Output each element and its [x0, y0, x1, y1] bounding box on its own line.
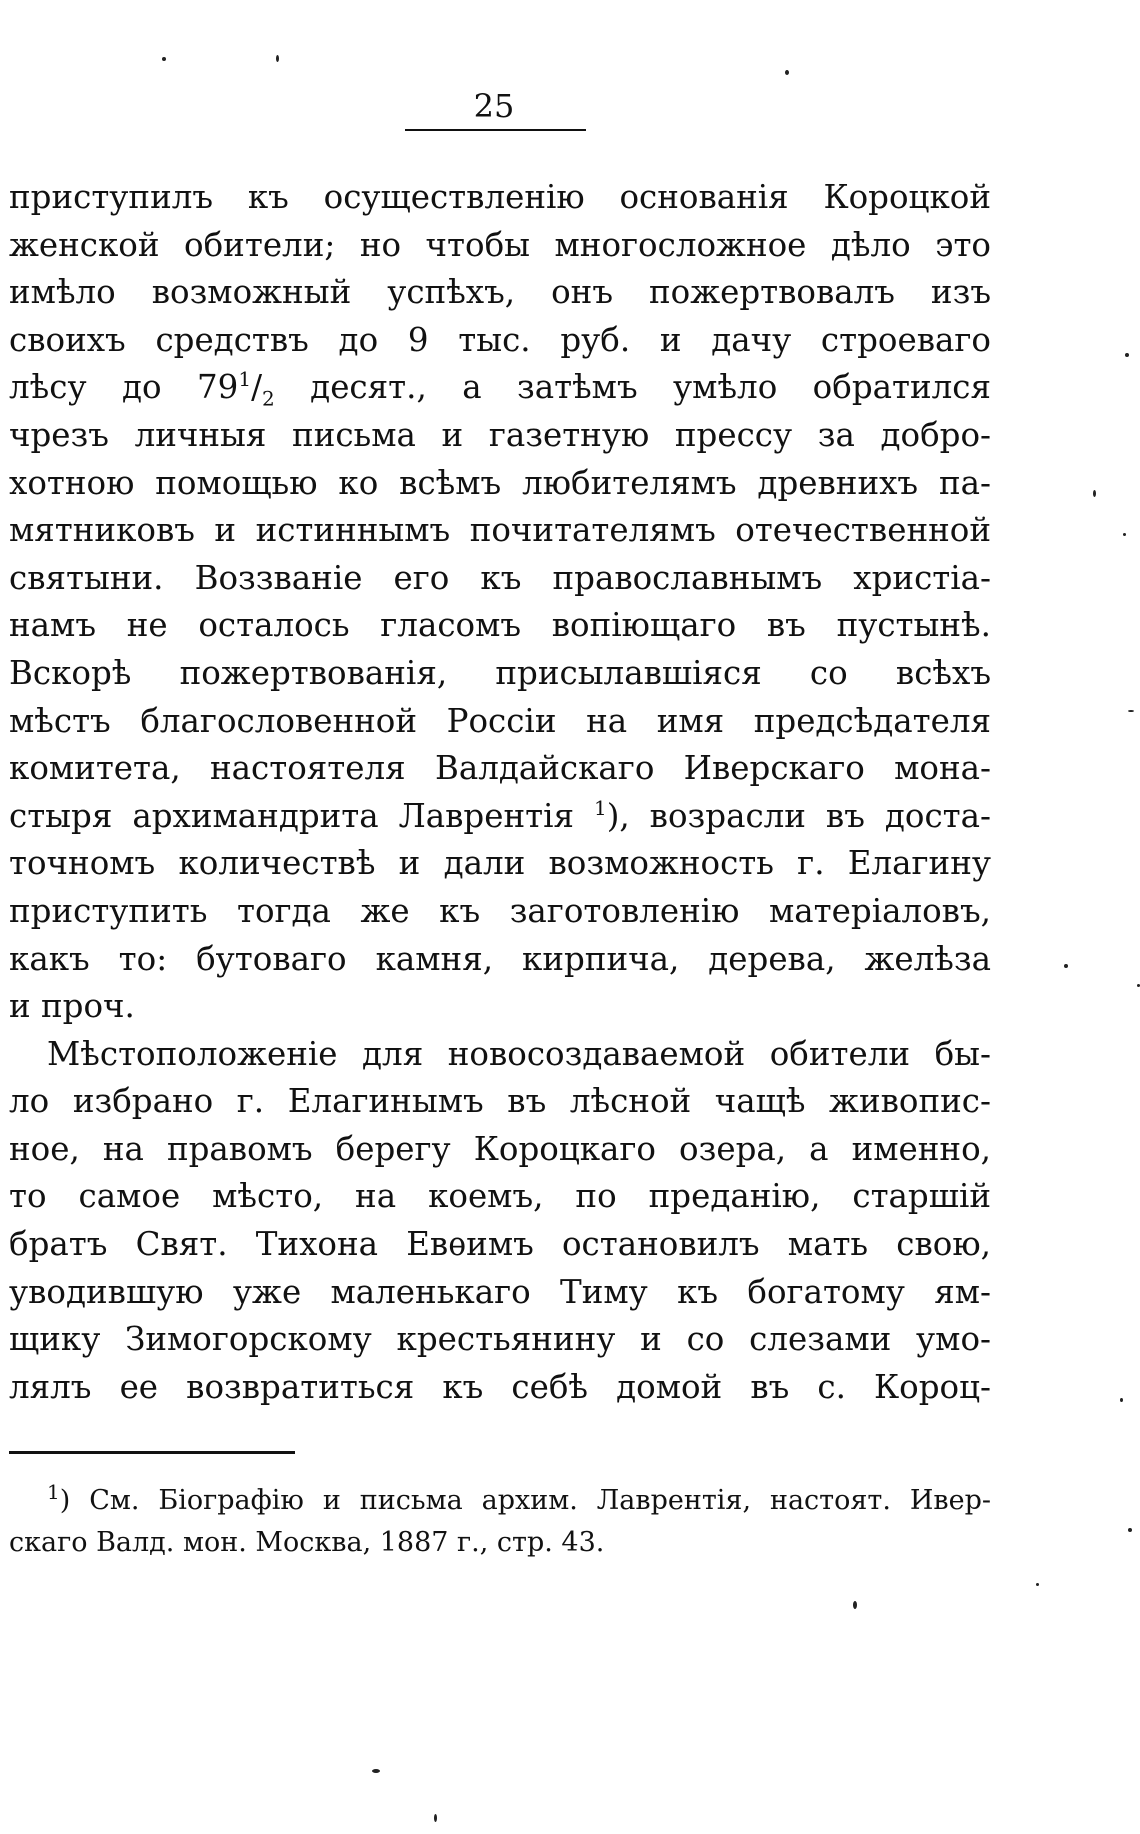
footnote-ref[interactable]: 1 — [593, 795, 607, 820]
footnote-rule — [9, 1451, 295, 1454]
footnote-marker: 1 — [47, 1480, 60, 1504]
text-line: чрезъ личныя письма и газетную прессу за добро- — [9, 415, 991, 454]
text-line: Вскорѣ пожертвованія, присылавшіяся со всѣхъ — [9, 653, 991, 692]
scan-speck — [372, 1769, 380, 1773]
text-fragment: лѣсу до 79 — [9, 368, 239, 407]
text-fragment: ), возрасли въ доста- — [606, 796, 991, 835]
page-number-rule — [405, 129, 586, 131]
scan-speck — [162, 57, 166, 61]
text-line: мѣстъ благословенной Россіи на имя предсѣдателя — [9, 701, 991, 740]
scan-speck — [1093, 490, 1096, 497]
text-line: святыни. Воззваніе его къ православнымъ христіа- — [9, 558, 991, 597]
fraction-denominator: 2 — [262, 386, 275, 411]
text-line: комитета, настоятеля Валдайскаго Иверскаго мона- — [9, 749, 991, 788]
text-line: братъ Свят. Тихона Евѳимъ остановилъ мать свою, — [9, 1225, 991, 1264]
text-fragment: десят., а затѣмъ умѣло обратился — [274, 368, 991, 407]
page-number: 25 — [473, 87, 515, 125]
footnote — [9, 1480, 991, 1564]
scan-speck — [1128, 710, 1134, 712]
text-line: то самое мѣсто, на коемъ, по преданію, старшій — [9, 1177, 991, 1216]
scan-speck — [1123, 533, 1126, 536]
footnote-line: скаго Валд. мон. Москва, 1887 г., стр. 43. — [9, 1527, 605, 1558]
text-line: уводившую уже маленькаго Тиму къ богатому ям- — [9, 1272, 991, 1311]
text-line — [9, 793, 991, 841]
footnote-line — [9, 1480, 991, 1522]
text-line: приступилъ къ осуществленію основанія Короцкой — [9, 178, 991, 216]
scan-speck — [1064, 964, 1068, 968]
text-line: какъ то: бутоваго камня, кирпича, дерева, желѣза — [9, 939, 991, 978]
text-line: ное, на правомъ берегу Короцкаго озера, а именно, — [9, 1129, 991, 1168]
paragraph-start-line: Мѣстоположеніе для новосоздаваемой обители бы- — [47, 1034, 991, 1073]
scan-speck — [853, 1601, 857, 1609]
text-fragment: ) См. Біографію и письма архим. Лаврентія, настоят. Ивер- — [59, 1485, 991, 1516]
text-line: мятниковъ и истиннымъ почитателямъ отечественной — [9, 511, 991, 550]
scan-speck — [1120, 1398, 1123, 1402]
fraction-slash: / — [251, 368, 263, 407]
scan-speck — [1036, 1583, 1039, 1586]
body-text — [9, 174, 991, 1411]
scan-speck — [1128, 1528, 1132, 1532]
scan-speck — [785, 70, 789, 75]
fraction-numerator: 1 — [238, 367, 252, 392]
text-line: хотною помощью ко всѣмъ любителямъ древнихъ па- — [9, 463, 991, 502]
text-line: намъ не осталось гласомъ вопіющаго въ пустынѣ. — [9, 606, 991, 645]
text-line: имѣло возможный успѣхъ, онъ пожертвовалъ изъ — [9, 273, 991, 312]
scan-speck — [1125, 353, 1129, 357]
text-line: женской обители; но чтобы многосложное дѣло это — [9, 225, 991, 264]
text-line: щику Зимогорскому крестьянину и со слезами умо- — [9, 1320, 991, 1359]
text-line: точномъ количествѣ и дали возможность г. Елагину — [9, 844, 991, 883]
text-line: приступить тогда же къ заготовленію матеріаловъ, — [9, 891, 991, 930]
text-line: лялъ ее возвратиться къ себѣ домой въ с. Короц- — [9, 1367, 991, 1406]
text-line — [9, 364, 991, 412]
text-fragment: стыря архимандрита Лаврентія — [9, 796, 594, 835]
scan-speck — [276, 55, 279, 62]
text-line: и проч. — [9, 987, 135, 1026]
scan-speck — [434, 1814, 437, 1822]
text-line: своихъ средствъ до 9 тыс. руб. и дачу строеваго — [9, 320, 991, 359]
text-line: ло избрано г. Елагинымъ въ лѣсной чащѣ живопис- — [9, 1082, 991, 1121]
